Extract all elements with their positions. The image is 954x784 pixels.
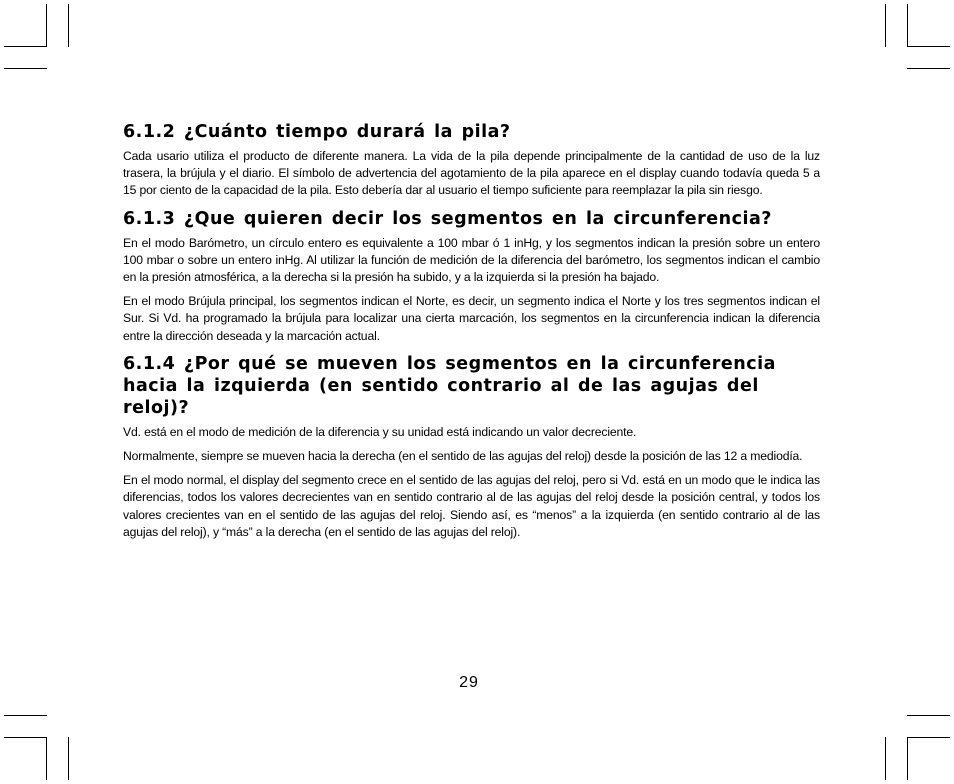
crop-mark [907, 737, 950, 738]
crop-mark [907, 4, 908, 47]
crop-mark [907, 46, 950, 47]
crop-mark [4, 46, 47, 47]
paragraph: En el modo normal, el display del segmento crece en el sentido de las agujas del reloj, pero si Vd. está en un modo que le indica las diferencias, todos los valores decrecientes van en sentido contrario al de las agujas del reloj desde la posición central, y todos los valores crecientes van en el sentido de las agujas del reloj. Siendo así, es “menos” a la izquierda (en sentido contrario al de las agujas del reloj), y “más” a la derecha (en el sentido de las agujas del reloj). [123, 473, 820, 539]
crop-mark [4, 68, 47, 69]
crop-mark [4, 737, 47, 738]
crop-mark [46, 737, 47, 780]
page-number: 29 [459, 674, 479, 691]
crop-mark [885, 4, 886, 47]
section-battery-life [123, 121, 820, 200]
crop-mark [907, 68, 950, 69]
paragraph: Vd. está en el modo de medición de la diferencia y su unidad está indicando un valor decreciente. [123, 424, 637, 439]
section-heading: 6.1.3 ¿Que quieren decir los segmentos en la circunferencia? [123, 208, 772, 229]
document-body [123, 121, 820, 549]
paragraph: En el modo Brújula principal, los segmentos indican el Norte, es decir, un segmento indica el Norte y los tres segmentos indican el Sur. Si Vd. ha programado la brújula para localizar una cierta marcación, los segmentos en la circunferencia indican la diferencia entre la dirección deseada y la marcación actual. [123, 294, 820, 343]
crop-mark [68, 4, 69, 47]
crop-mark [4, 715, 47, 716]
section-heading: 6.1.4 ¿Por qué se mueven los segmentos en la circunferencia hacia la izquierda (en sentido contrario al de las agujas del reloj)? [123, 353, 776, 418]
section-segments-counterclockwise [123, 353, 820, 541]
paragraph: Cada usario utiliza el producto de diferente manera. La vida de la pila depende principalmente de la cantidad de uso de la luz trasera, la brújula y el diario. El símbolo de advertencia del agotamiento de la pila aparece en el display cuando todavía queda 5 a 15 por ciento de la capacidad de la pila. Esto debería dar al usuario el tiempo suficiente para reemplazar la pila sin riesgo. [123, 149, 820, 198]
section-circumference-segments [123, 208, 820, 345]
crop-mark [885, 737, 886, 780]
crop-mark [907, 737, 908, 780]
crop-mark [907, 715, 950, 716]
crop-mark [68, 737, 69, 780]
paragraph: En el modo Barómetro, un círculo entero es equivalente a 100 mbar ó 1 inHg, y los segmentos indican la presión sobre un entero 100 mbar o sobre un entero inHg. Al utilizar la función de medición de la diferencia del barómetro, los segmentos indican el cambio en la presión atmosférica, a la derecha si la presión ha subido, y a la izquierda si la presión ha bajado. [123, 235, 820, 285]
crop-mark [46, 4, 47, 47]
paragraph: Normalmente, siempre se mueven hacia la derecha (en el sentido de las agujas del reloj) desde la posición de las 12 a mediodía. [123, 449, 803, 464]
section-heading: 6.1.2 ¿Cuánto tiempo durará la pila? [123, 122, 511, 142]
